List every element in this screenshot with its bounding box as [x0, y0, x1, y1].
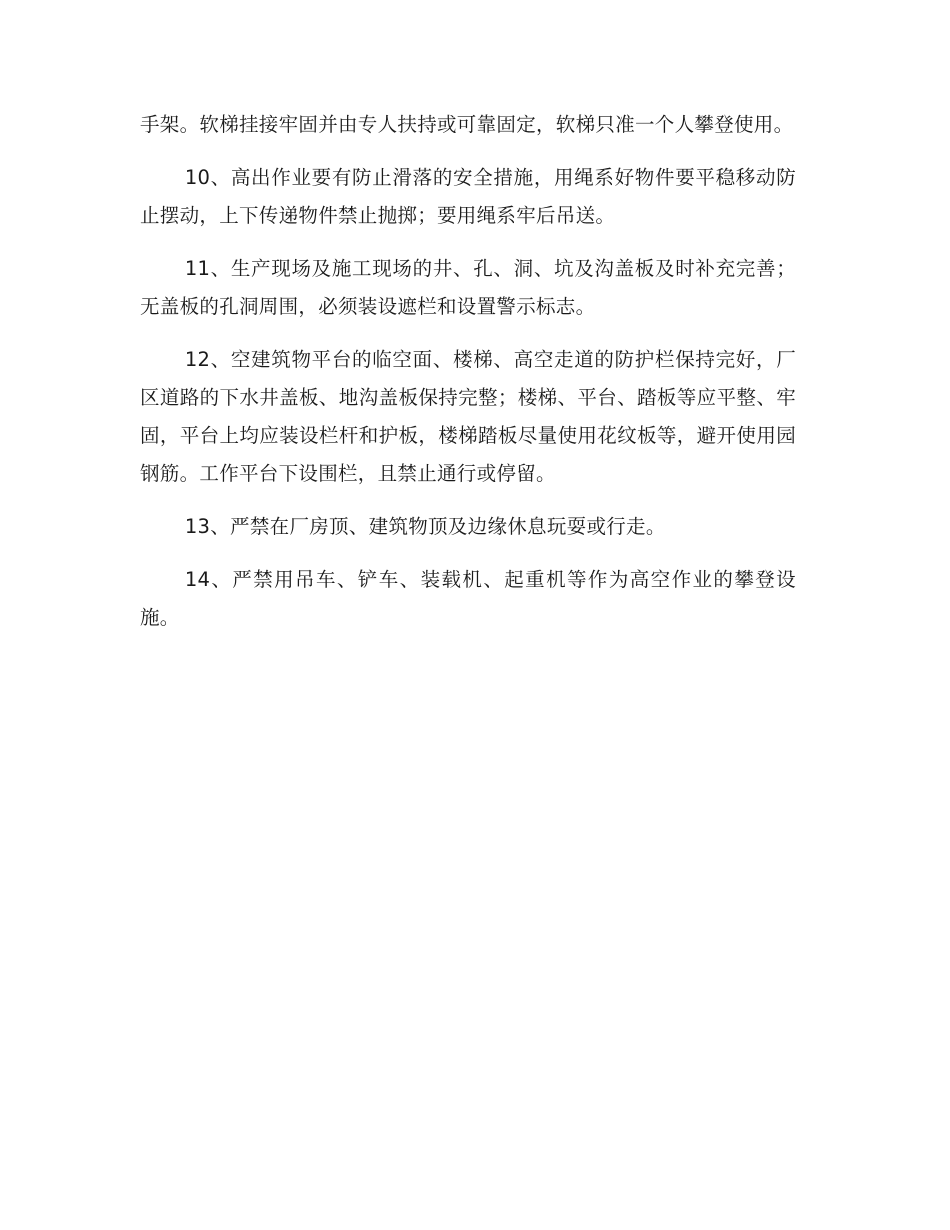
paragraph-item-10: 10、高出作业要有防止滑落的安全措施，用绳系好物件要平稳移动防止摆动，上下传递物件禁止抛掷；要用绳系牢后吊送。	[140, 166, 796, 227]
paragraph-item-13: 13、严禁在厂房顶、建筑物顶及边缘休息玩耍或行走。	[184, 515, 666, 538]
paragraph-item-11: 11、生产现场及施工现场的井、孔、洞、坑及沟盖板及时补充完善；无盖板的孔洞周围，必须装设遮栏和设置警示标志。	[140, 257, 796, 318]
paragraph-continuation: 手架。软梯挂接牢固并由专人扶持或可靠固定，软梯只准一个人攀登使用。	[140, 113, 794, 136]
paragraph-item-14: 14、严禁用吊车、铲车、装载机、起重机等作为高空作业的攀登设施。	[140, 568, 796, 629]
paragraph-item-12: 12、空建筑物平台的临空面、楼梯、高空走道的防护栏保持完好，厂区道路的下水井盖板、地沟盖板保持完整；楼梯、平台、踏板等应平整、牢固，平台上均应装设栏杆和护板，楼梯踏板尽量使用花纹板等，避开使用园钢筋。工作平台下设围栏，且禁止通行或停留。	[140, 348, 796, 485]
document-body	[140, 106, 796, 652]
